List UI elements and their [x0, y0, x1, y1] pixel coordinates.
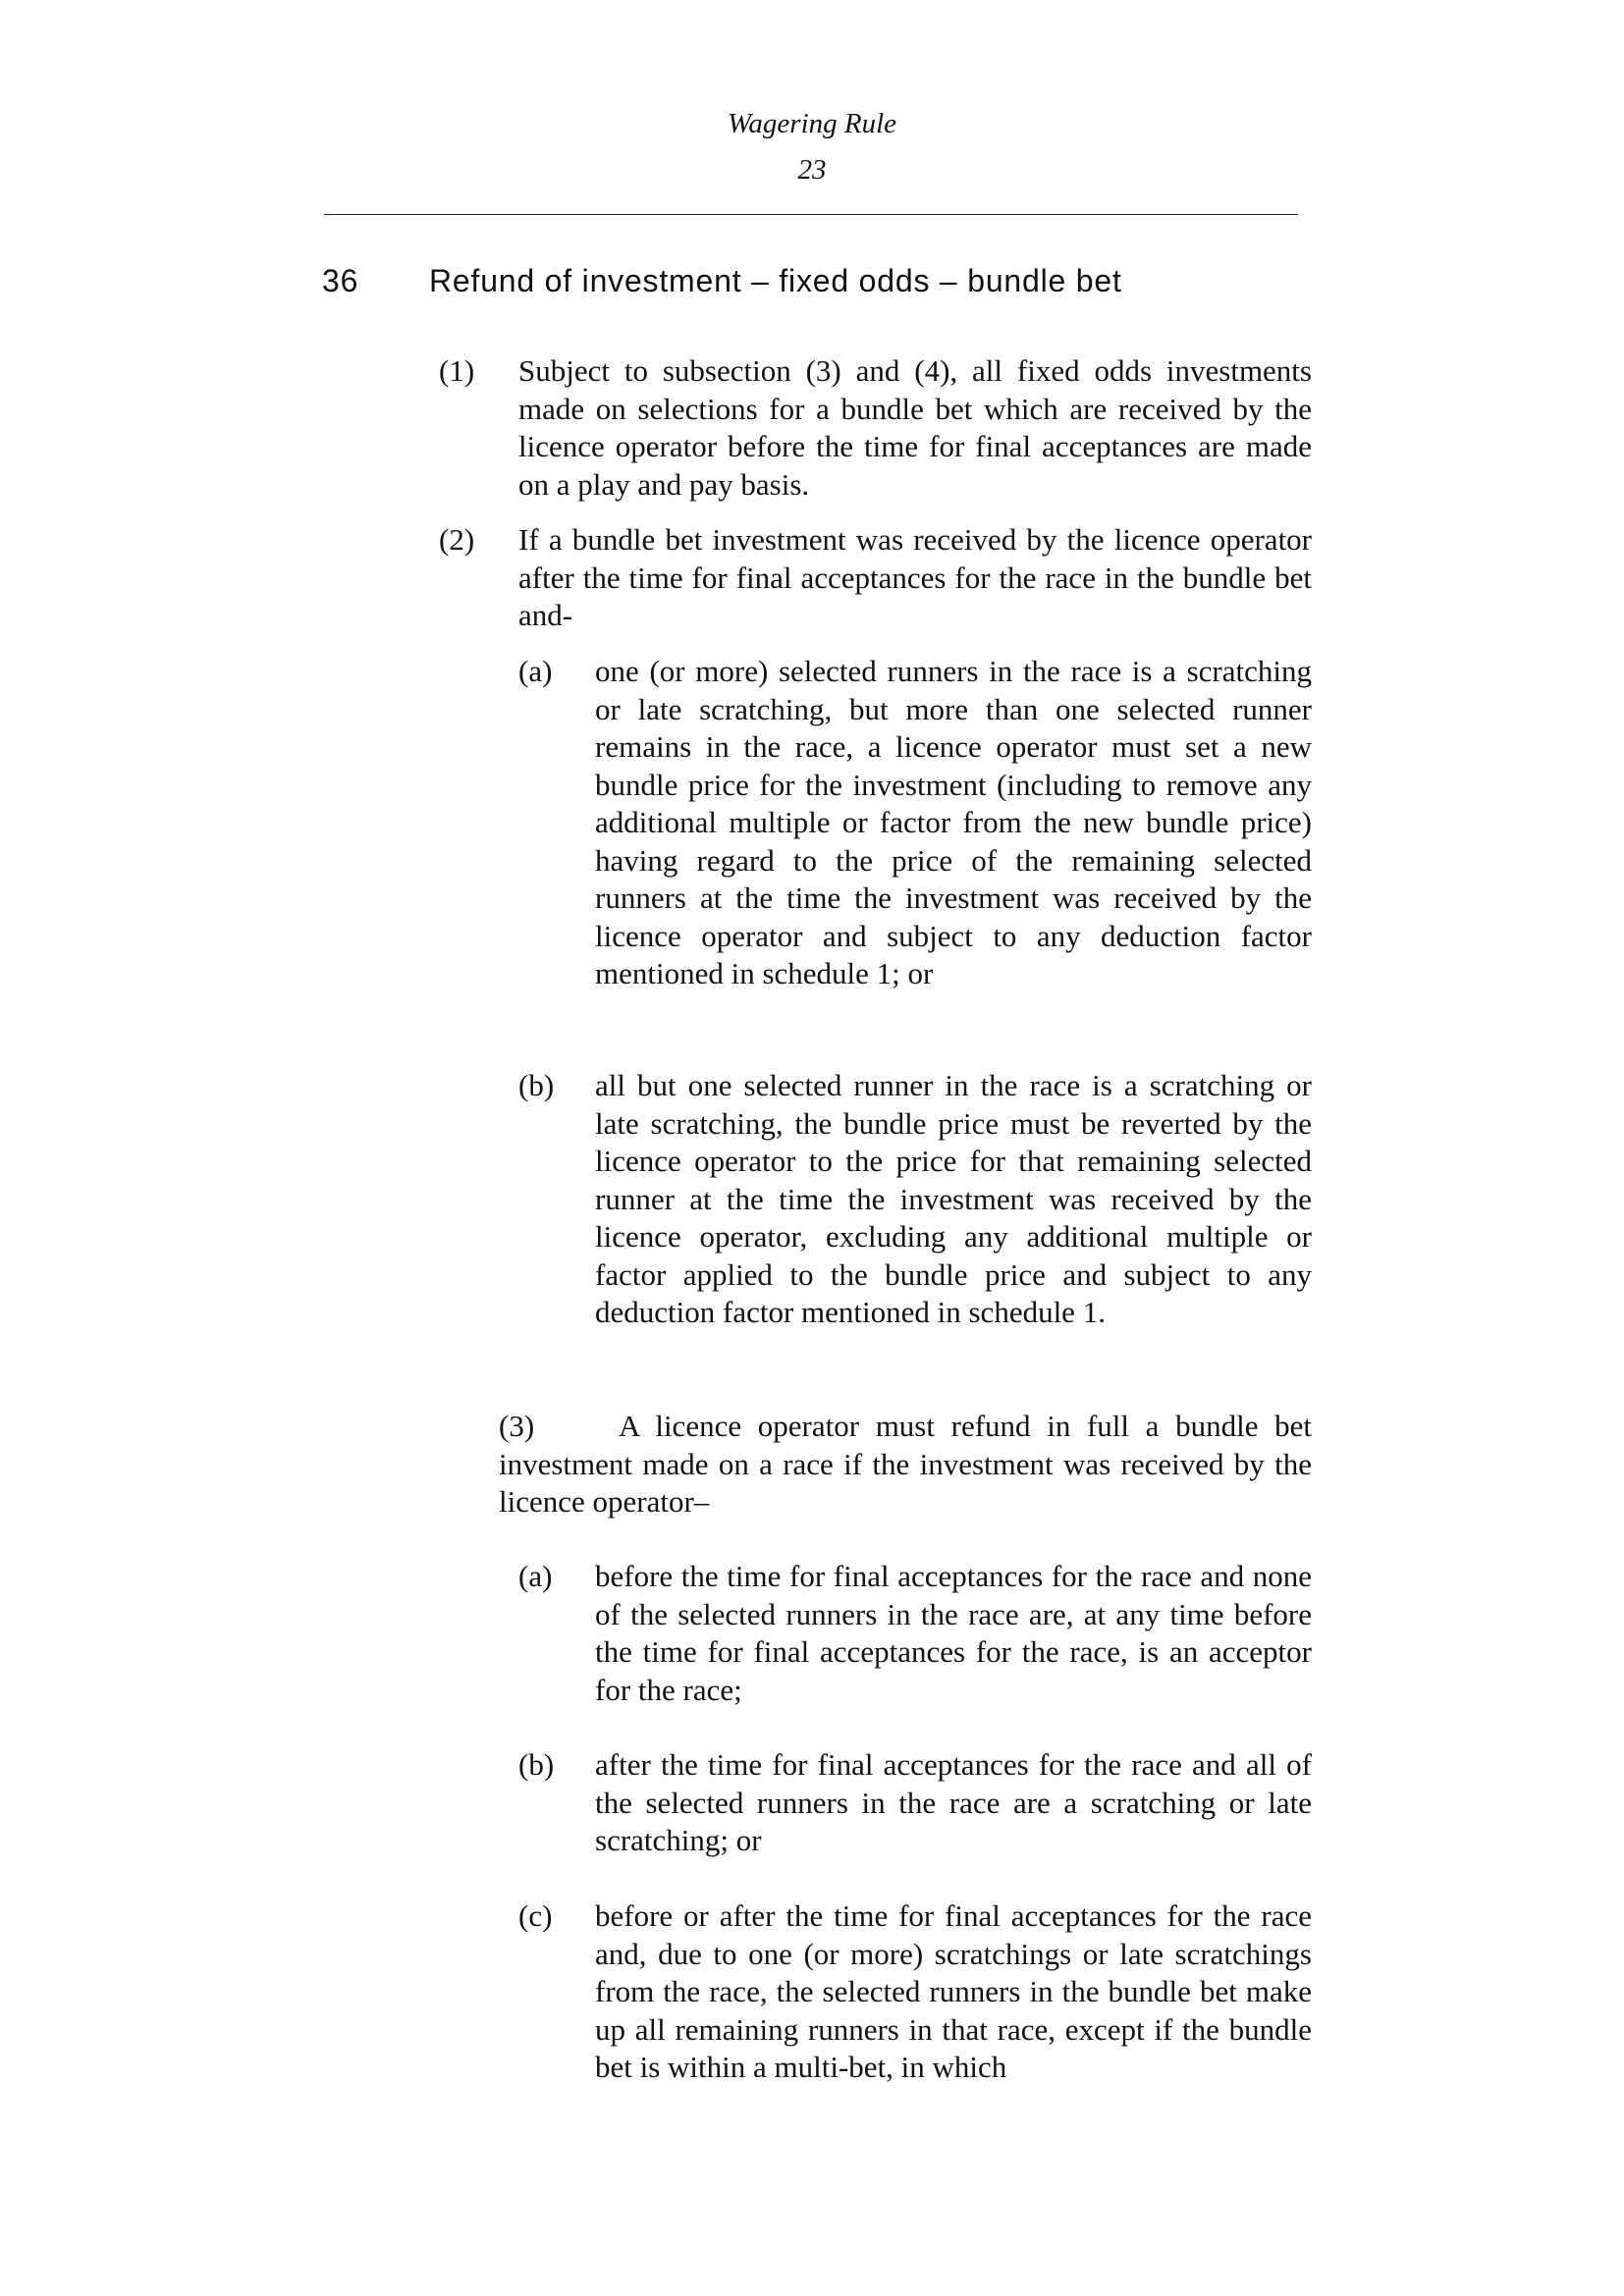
subsection-1-label: (1)	[439, 353, 475, 388]
section-heading: Refund of investment – fixed odds – bundle bet	[429, 263, 1122, 298]
paragraph-3b-text: after the time for final acceptances for the race and all of the selected runners in the race are a scratching or late scratching; or	[595, 1747, 1312, 1857]
subsection-2-label: (2)	[439, 522, 475, 557]
paragraph-3b-label: (b)	[518, 1747, 555, 1782]
paragraph-3a-text: before the time for final acceptances for the race and none of the selected runners in the race are, at any time before the time for final acceptances for the race, is an acceptor for the race;	[595, 1559, 1312, 1707]
section-number: 36	[322, 263, 359, 298]
paragraph-2b-text: all but one selected runner in the race is a scratching or late scratching, the bundle price must be reverted by the licence operator to the price for that remaining selected runner at the time the investment was received by the licence operator, excluding any additional multiple or factor applied to the bundle price and subject to any deduction factor mentioned in schedule 1.	[595, 1068, 1312, 1329]
subsection-3-body: A licence operator must refund in full a bundle bet investment made on a race if the investment was received by the licence operator–	[499, 1409, 1312, 1519]
paragraph-3c-text: before or after the time for final acceptances for the race and, due to one (or more) scratchings or late scratchings from the race, the selected runners in the bundle bet make up all remaining runners in that race, except if the bundle bet is within a multi-bet, in which	[595, 1898, 1312, 2084]
paragraph-2a-text: one (or more) selected runners in the race is a scratching or late scratching, but more than one selected runner remains in the race, a licence operator must set a new bundle price for the investment (including to remove any additional multiple or factor from the new bundle price) having regard to the price of the remaining selected runners at the time the investment was received by the licence operator and subject to any deduction factor mentioned in schedule 1; or	[595, 654, 1312, 990]
running-header-title: Wagering Rule	[727, 108, 897, 139]
paragraph-3c-label: (c)	[518, 1898, 553, 1933]
subsection-3-label: (3)	[499, 1409, 535, 1443]
subsection-3-text	[499, 1408, 1312, 1522]
subsection-1-text: Subject to subsection (3) and (4), all fixed odds investments made on selections for a bundle bet which are received by the licence operator before the time for final acceptances are made on a play and pay basis.	[518, 353, 1312, 502]
header-rule	[324, 214, 1298, 215]
subsection-2-text: If a bundle bet investment was received by the licence operator after the time for final acceptances for the race in the bundle bet and-	[518, 522, 1312, 632]
page-number: 23	[797, 154, 827, 186]
paragraph-2b-label: (b)	[518, 1068, 555, 1102]
paragraph-3a-label: (a)	[518, 1559, 553, 1593]
paragraph-2a-label: (a)	[518, 654, 553, 688]
